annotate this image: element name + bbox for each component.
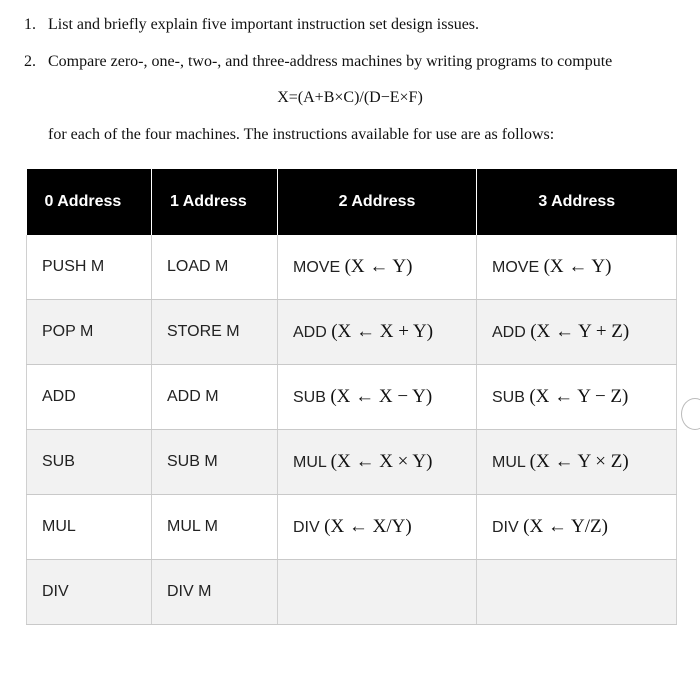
question-1-number: 1. (24, 16, 36, 33)
table-cell: PUSH M (27, 235, 152, 300)
header-1-address: 1 Address (152, 169, 278, 235)
question-1-text: List and briefly explain five important instruction set design issues. (48, 16, 480, 33)
table-cell: MUL M (152, 495, 278, 560)
table-cell: MUL (X ← Y × Z) (477, 430, 677, 495)
table-cell: SUB M (152, 430, 278, 495)
table-row (27, 560, 677, 625)
table-header-row (27, 169, 677, 235)
table-cell (278, 560, 477, 625)
table-row (27, 235, 677, 300)
table-cell: MUL (X ← X × Y) (278, 430, 477, 495)
table-cell: LOAD M (152, 235, 278, 300)
instruction-table (26, 169, 677, 625)
header-0-address: 0 Address (27, 169, 152, 235)
instructions-intro: for each of the four machines. The instructions available for use are as follows: (48, 126, 555, 143)
table-row (27, 365, 677, 430)
table-row (27, 300, 677, 365)
table-cell: DIV M (152, 560, 278, 625)
table-row (27, 495, 677, 560)
table-cell: SUB (X ← X − Y) (278, 365, 477, 430)
formula: X=(A+B×C)/(D−E×F) (277, 89, 423, 106)
question-2-number: 2. (24, 53, 36, 70)
table-cell: MOVE (X ← Y) (477, 235, 677, 300)
table-cell: SUB (27, 430, 152, 495)
table-cell: ADD (27, 365, 152, 430)
table-cell (477, 560, 677, 625)
table-cell: DIV (27, 560, 152, 625)
table-cell: MUL (27, 495, 152, 560)
side-scroll-handle[interactable] (681, 398, 700, 430)
table-cell: SUB (X ← Y − Z) (477, 365, 677, 430)
table-cell: ADD (X ← X + Y) (278, 300, 477, 365)
table-cell: ADD (X ← Y + Z) (477, 300, 677, 365)
table-cell: POP M (27, 300, 152, 365)
table-cell: ADD M (152, 365, 278, 430)
header-3-address: 3 Address (477, 169, 677, 235)
table-cell: DIV (X ← Y/Z) (477, 495, 677, 560)
question-2-text: Compare zero-, one-, two-, and three-address machines by writing programs to compute (48, 53, 613, 70)
table-cell: DIV (X ← X/Y) (278, 495, 477, 560)
header-2-address: 2 Address (278, 169, 477, 235)
table-row (27, 430, 677, 495)
table-cell: STORE M (152, 300, 278, 365)
table-cell: MOVE (X ← Y) (278, 235, 477, 300)
